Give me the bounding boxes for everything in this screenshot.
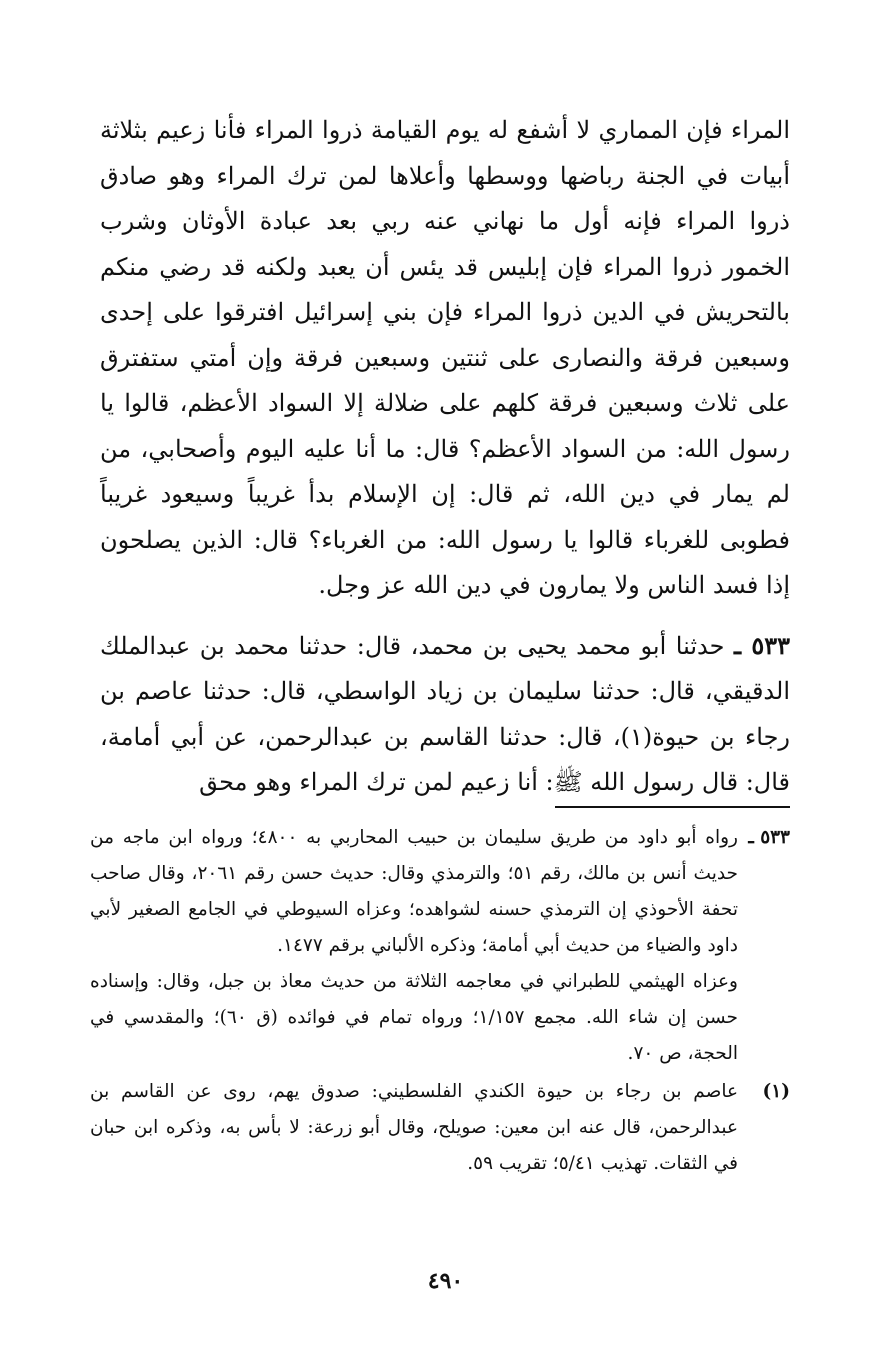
footnote-1 [90,1074,790,1182]
hadith-text: حدثنا أبو محمد يحيى بن محمد، قال: حدثنا محمد بن عبدالملك الدقيقي، قال: حدثنا سليمان بن زياد الواسطي، قال: حدثنا عاصم بن رجاء بن حيوة(١)، قال: حدثنا القاسم بن عبدالرحمن، عن أبي أمامة، قال: قال رسول الله ﷺ: أنا زعيم لمن ترك المراء وهو محق [100,631,791,796]
footnote-1-text: عاصم بن رجاء بن حيوة الكندي الفلسطيني: صدوق يهم، روى عن القاسم بن عبدالرحمن، قال عنه ابن معين: صويلح، وقال أبو زرعة: لا بأس به، وذكره ابن حبان في الثقات. تهذيب ٥/٤١؛ تقريب ٥٩. [90,1081,738,1174]
main-text-body [100,108,790,806]
footnote-divider [555,806,790,808]
hadith-number: ٥٣٣ ـ [734,630,790,660]
footnote-1-number: (١) [762,1081,790,1102]
footnotes-section [90,820,790,1184]
main-paragraph-1: المراء فإن المماري لا أشفع له يوم القيامة ذروا المراء فأنا زعيم بثلاثة أبيات في الجنة رباضها ووسطها وأعلاها لمن ترك المراء وهو صادق ذروا المراء فإنه أول ما نهاني عنه ربي بعد عبادة الأوثان وشرب الخمور ذروا المراء فإن إبليس قد يئس أن يعبد ولكنه قد رضي منكم بالتحريش في الدين ذروا المراء فإن بني إسرائيل افترقوا على إحدى وسبعين فرقة والنصارى على ثنتين وسبعين فرقة وإن أمتي ستفترق على ثلاث وسبعين فرقة كلهم على ضلالة إلا السواد الأعظم، قالوا يا رسول الله: من السواد الأعظم؟ قال: ما أنا عليه اليوم وأصحابي، من لم يمار في دين الله، ثم قال: إن الإسلام بدأ غريباً وسيعود غريباً فطوبى للغرباء قالوا يا رسول الله: من الغرباء؟ قال: الذين يصلحون إذا فسد الناس ولا يمارون في دين الله عز وجل. [100,116,791,599]
footnote-533-text: رواه أبو داود من طريق سليمان بن حبيب المحاربي به ٤٨٠٠؛ ورواه ابن ماجه من حديث أنس بن مالك، رقم ٥١؛ والترمذي وقال: حديث حسن رقم ٢٠٦١، وقال صاحب تحفة الأحوذي إن الترمذي حسنه لشواهده؛ وعزاه السيوطي في الجامع الصغير لأبي داود والضياء من حديث أبي أمامة؛ وذكره الألباني برقم ١٤٧٧. [90,827,738,956]
page-number: ٤٩٠ [427,1268,464,1294]
footnote-533 [90,820,790,1072]
footnote-533-number: ٥٣٣ ـ [748,827,790,848]
footnote-533-text-2: وعزاه الهيثمي للطبراني في معاجمه الثلاثة من حديث معاذ بن جبل، وقال: وإسناده حسن إن شاء الله. مجمع ١/١٥٧؛ ورواه تمام في فوائده (ق ٦٠)؛ والمقدسي في الحجة، ص ٧٠. [90,971,738,1064]
main-paragraph-2 [100,623,790,806]
